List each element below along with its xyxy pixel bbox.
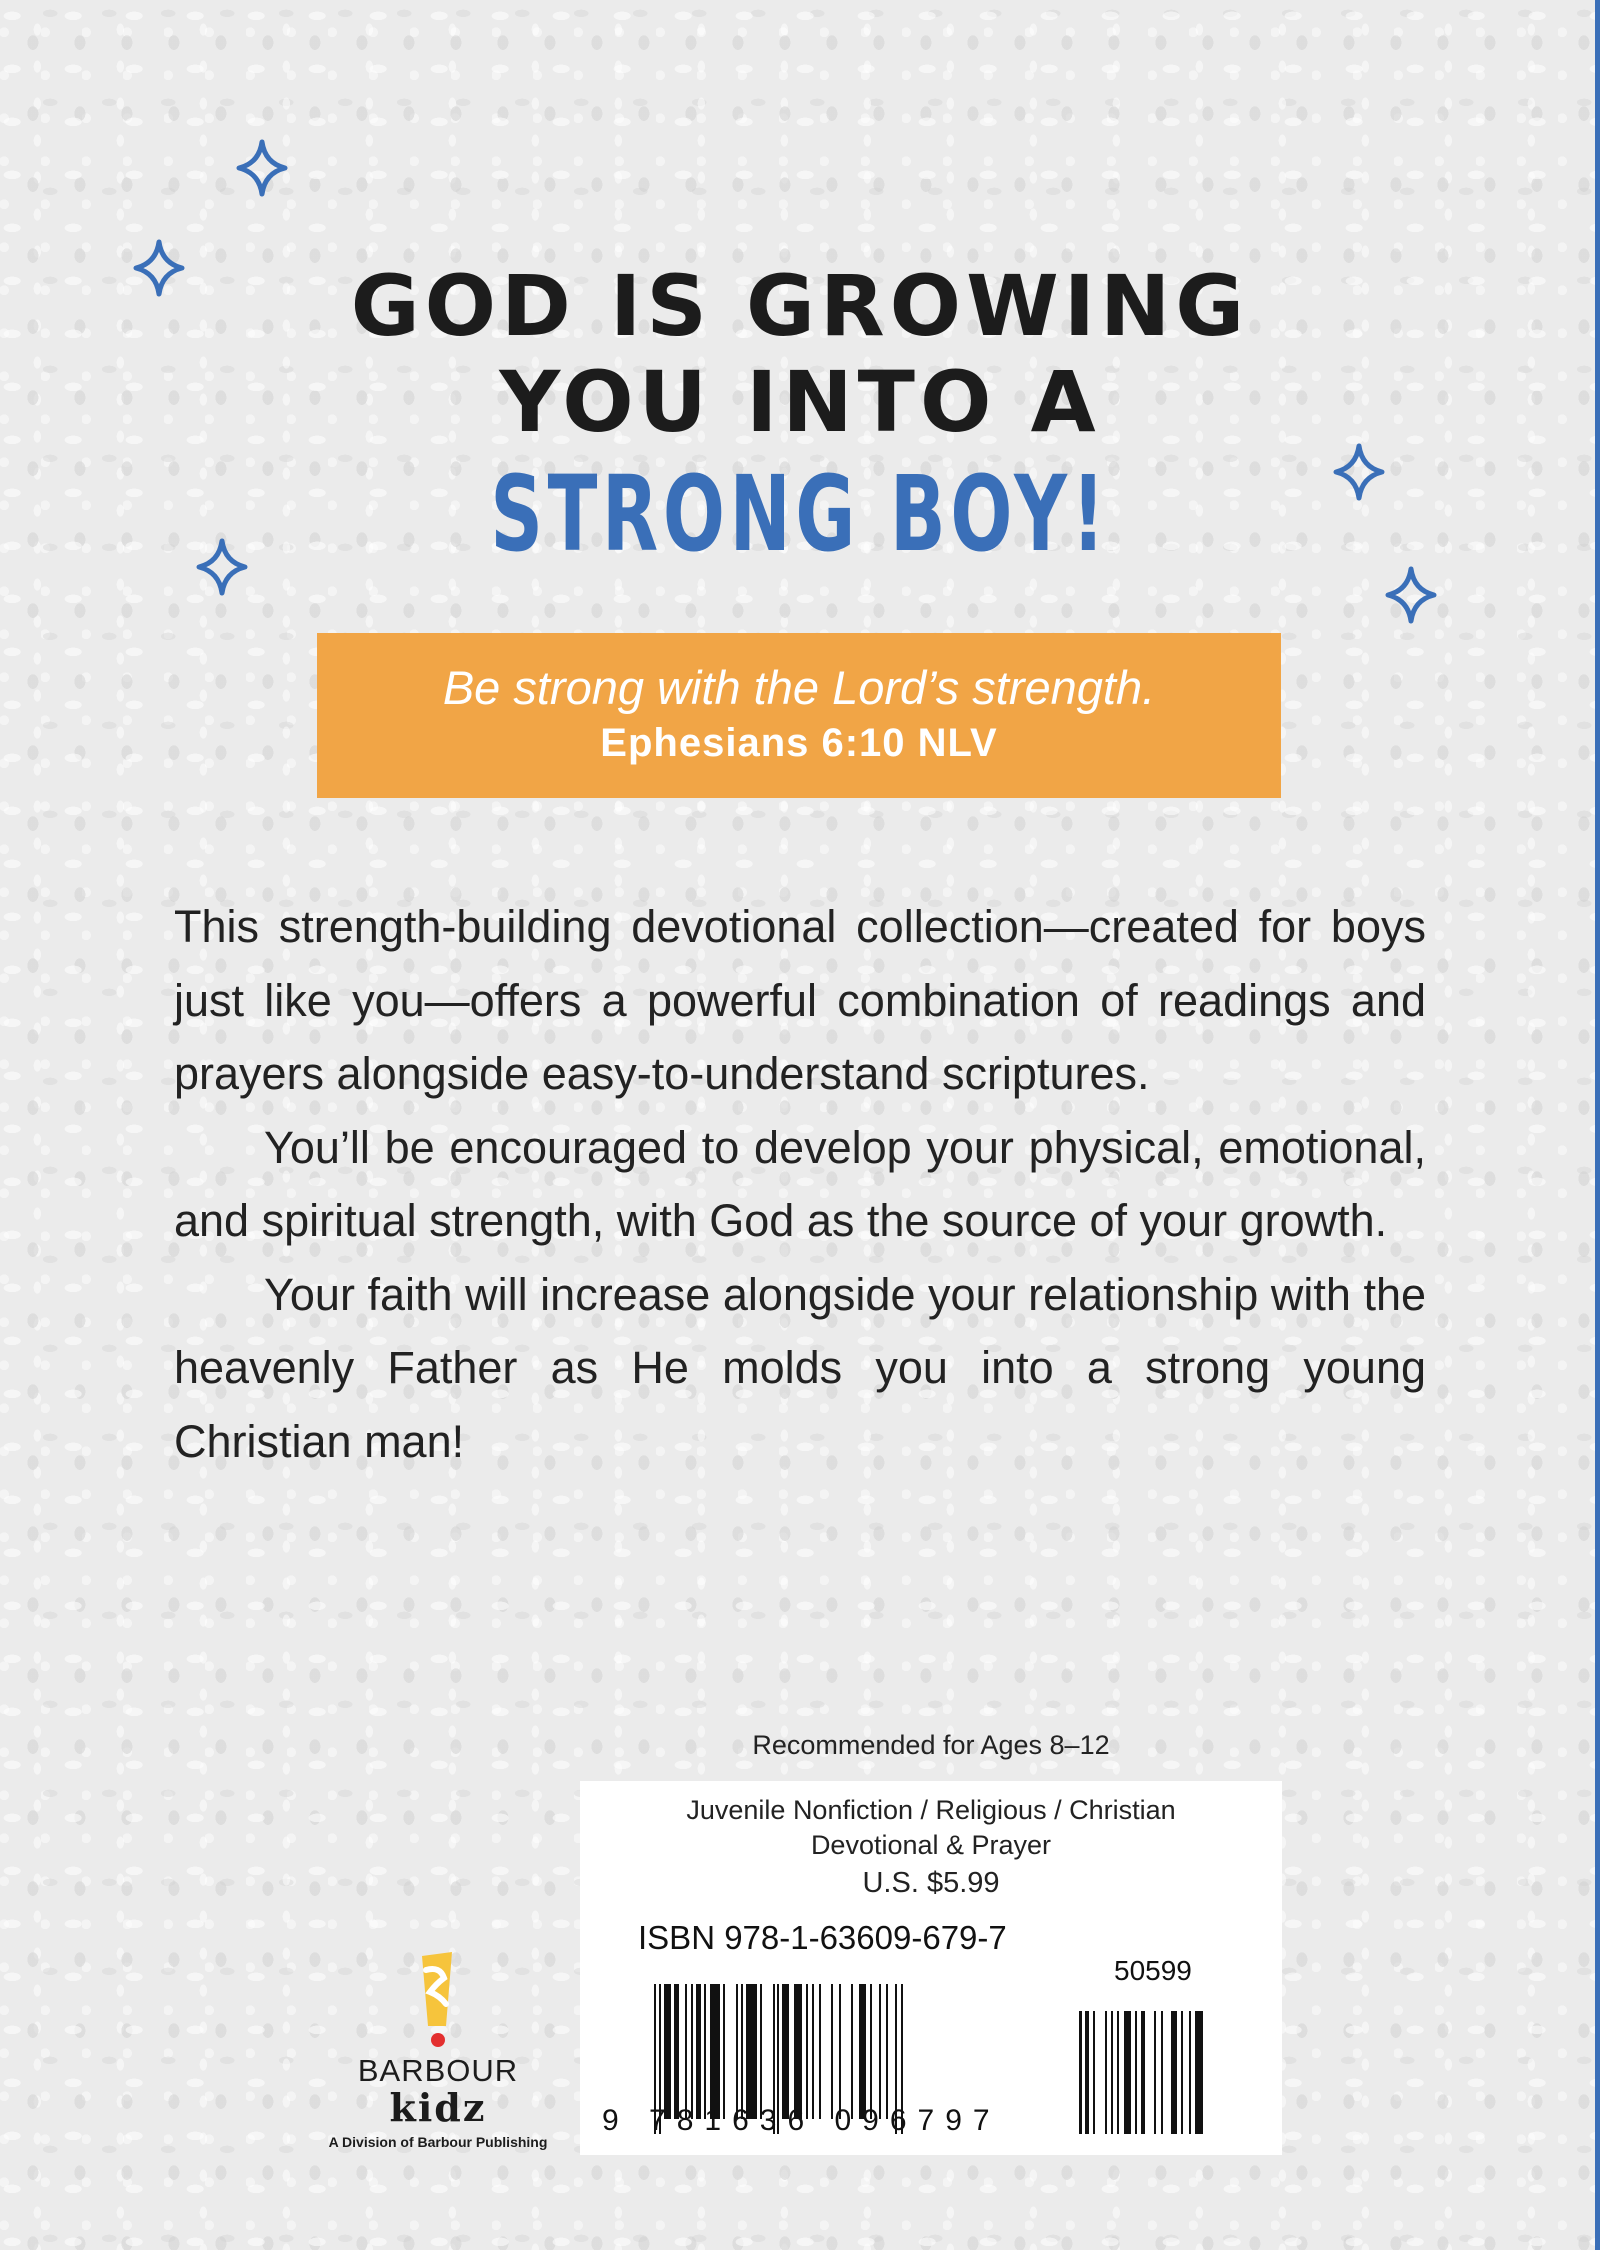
price-barcode-icon bbox=[1079, 2011, 1204, 2134]
logo-kidz-text: kidz bbox=[389, 2085, 487, 2130]
price-code: 50599 bbox=[1114, 1955, 1192, 1986]
barcode-block bbox=[580, 1781, 1282, 2155]
logo-barbour-text: BARBOUR bbox=[357, 2053, 519, 2088]
logo-tagline: A Division of Barbour Publishing bbox=[328, 2134, 548, 2150]
description-paragraph-1: This strength-building devotional collection—created for boys just like you—offers a powerful combination of readings and prayers alongside easy-to-understand scriptures. bbox=[174, 901, 1426, 1099]
sparkle-star-icon bbox=[1384, 565, 1438, 625]
verse-text: Be strong with the Lord’s strength. bbox=[442, 661, 1156, 714]
headline bbox=[0, 258, 1600, 574]
headline-strong-boy: STRONG BOY! bbox=[490, 453, 1110, 575]
verse-reference: Ephesians 6:10 NLV bbox=[600, 721, 998, 765]
category-text bbox=[580, 1793, 1282, 1863]
description-paragraph-2: You’ll be encouraged to develop your physical, emotional, and spiritual strength, with God as the source of your growth. bbox=[174, 1121, 1426, 1246]
headline-line-2: YOU INTO A bbox=[499, 353, 1101, 451]
price-label: U.S. $5.99 bbox=[862, 1867, 1000, 1899]
publisher-logo bbox=[318, 1950, 558, 2150]
ean-digits: 9 781636 096797 bbox=[602, 2104, 1001, 2137]
barbour-kidz-exclamation-icon bbox=[418, 1950, 458, 2048]
sparkle-star-icon bbox=[235, 138, 289, 198]
verse-banner bbox=[317, 633, 1281, 798]
description-paragraph-3: Your faith will increase alongside your relationship with the heavenly Father as He molds you into a strong young Christian man! bbox=[174, 1268, 1426, 1467]
age-recommendation: Recommended for Ages 8–12 bbox=[752, 1730, 1110, 1760]
category-line-2: Devotional & Prayer bbox=[810, 1830, 1052, 1860]
category-line-1: Juvenile Nonfiction / Religious / Christian bbox=[686, 1795, 1176, 1825]
isbn-label: ISBN 978-1-63609-679-7 bbox=[638, 1919, 1007, 1956]
headline-line-1: GOD IS GROWING bbox=[350, 257, 1250, 355]
description bbox=[174, 890, 1426, 1478]
